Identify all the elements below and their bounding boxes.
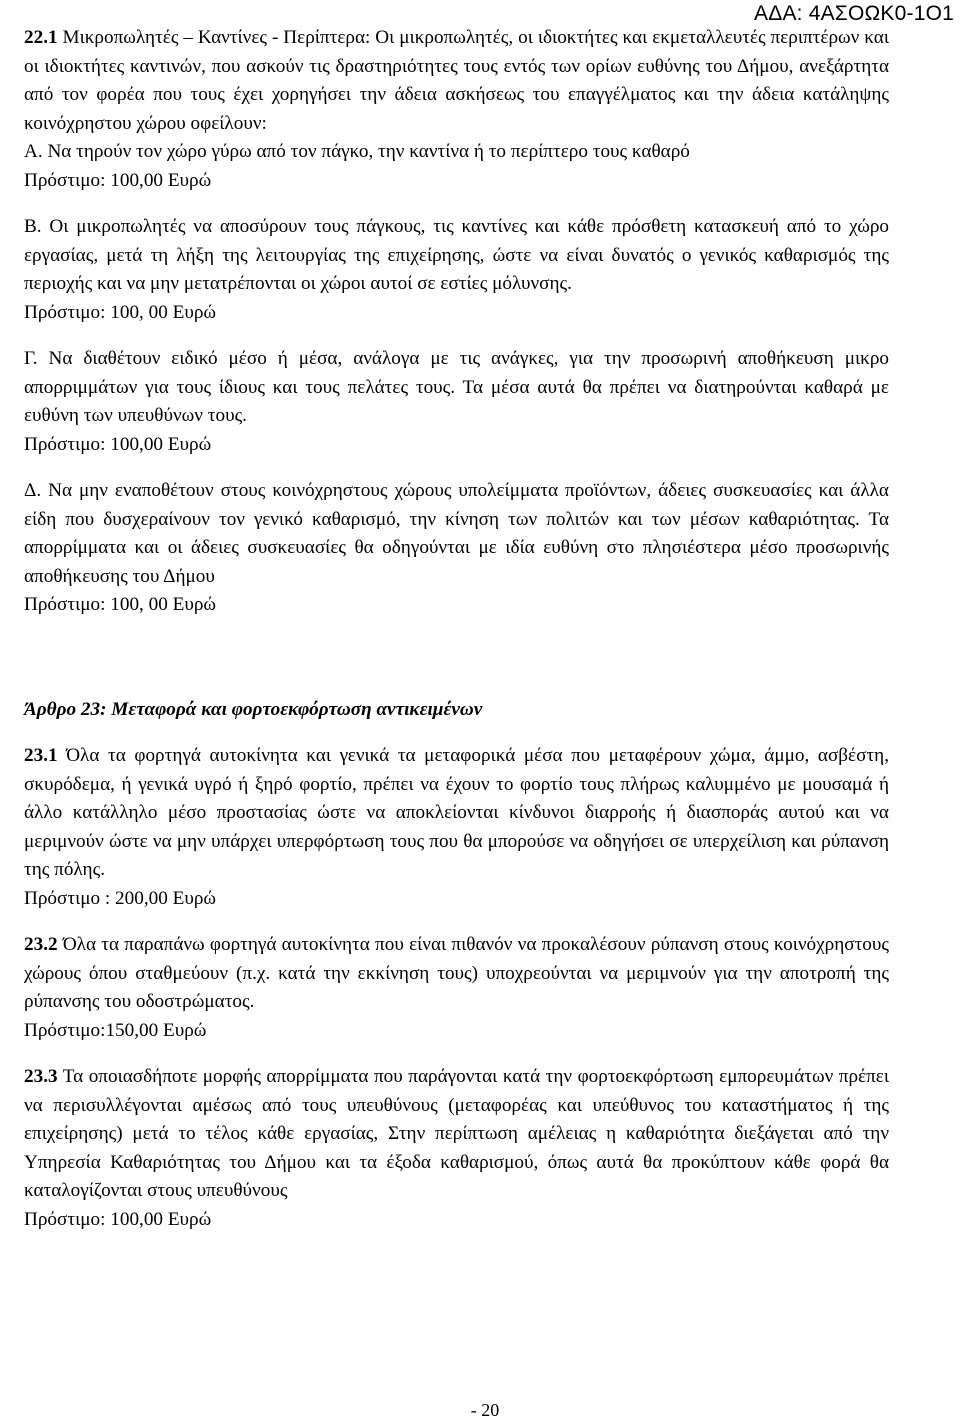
paragraph-23-1 <box>24 742 889 885</box>
fine-c: Πρόστιμο: 100,00 Ευρώ <box>24 433 212 455</box>
item-c: Γ. Να διαθέτουν ειδικό μέσο ή μέσα, ανάλογα με τις ανάγκες, για την προσωρινή αποθήκευση μικρο απορριμμάτων για τους ίδιους και τους πελάτες τους. Τα μέσα αυτά θα πρέπει να διατηρούνται καθαρά με ευθύνη των υπευθύνων τους. <box>24 348 889 426</box>
paragraph-22-1 <box>24 24 889 138</box>
fine-b: Πρόστιμο: 100, 00 Ευρώ <box>24 301 217 323</box>
item-b: Β. Οι μικροπωλητές να αποσύρουν τους πάγκους, τις καντίνες και κάθε πρόσθετη κατασκευή από το χώρο εργασίας, μετά τη λήξη της λειτουργίας της επιχείρησης, ώστε να είναι δυνατός ο γενικός καθαρισμός της περιοχής και να μην μετατρέπονται οι χώροι αυτοί σε εστίες μόλυνσης. <box>24 216 889 294</box>
paragraph-text: Όλα τα φορτηγά αυτοκίνητα και γενικά τα μεταφορικά μέσα που μεταφέρουν χώμα, άμμο, ασβέστη, σκυρόδεμα, ή γενικά υγρό ή ξηρό φορτίο, πρέπει να έχουν το φορτίο τους πλήρως καλυμμένο με μουσαμά ή άλλο κατάλληλο μέσο προστασίας ώστε να αποκλείονται κίνδυνοι διαρροής ή διασποράς αυτού και να μεριμνούν ώστε να μην υπάρχει υπερφόρτωση τους που θα μπορούσε να οδηγήσει σε υπερχείλιση και ρύπανση της πόλης. <box>24 745 889 880</box>
fine-23-2: Πρόστιμο:150,00 Ευρώ <box>24 1019 207 1041</box>
ada-code: ΑΔΑ: 4ΑΣΟΩΚ0-1Ο1 <box>754 2 954 25</box>
section-number: 23.1 <box>24 745 58 766</box>
section-number: 23.2 <box>24 934 58 955</box>
fine-a: Πρόστιμο: 100,00 Ευρώ <box>24 169 212 191</box>
fine-23-3: Πρόστιμο: 100,00 Ευρώ <box>24 1208 212 1230</box>
fine-d: Πρόστιμο: 100, 00 Ευρώ <box>24 594 217 615</box>
paragraph-text: Όλα τα παραπάνω φορτηγά αυτοκίνητα που είναι πιθανόν να προκαλέσουν ρύπανση στους κοινόχρηστους χώρους όπου σταθμεύουν (π.χ. κατά την εκκίνηση τους) υποχρεούνται να μεριμνούν για την αποτροπή της ρύπανσης του οδοστρώματος. <box>24 934 889 1012</box>
item-a: Α. Να τηρούν τον χώρο γύρω από τον πάγκο, την καντίνα ή το περίπτερο τους καθαρό <box>24 141 690 162</box>
fine-23-1: Πρόστιμο : 200,00 Ευρώ <box>24 887 217 909</box>
paragraph-text: Μικροπωλητές – Καντίνες - Περίπτερα: Οι μικροπωλητές, οι ιδιοκτήτες και εκμεταλλευτές περιπτέρων και οι ιδιοκτήτες καντινών, που ασκούν τις δραστηριότητες τους εντός των ορίων ευθύνης του Δήμου, ανεξάρτητα από τον φορέα που τους έχει χορηγήσει την άδεια ασκήσεως του επαγγέλματος και την άδεια κατάληψης κοινόχρηστου χώρου οφείλουν: <box>24 27 889 134</box>
section-number: 23.3 <box>24 1066 58 1087</box>
page-number: - 20 <box>470 1400 500 1420</box>
paragraph-text: Τα οποιασδήποτε μορφής απορρίμματα που παράγονται κατά την φορτοεκφόρτωση εμπορευμάτων πρέπει να περισυλλέγονται αμέσως από τους υπευθύνους (μεταφορέας και υπεύθυνος του καταστήματος ή της επιχείρησης) μετά το τέλος κάθε εργασίας, Στην περίπτωση αμέλειας η καθαριότητα διεξάγεται από την Υπηρεσία Καθαριότητας του Δήμου και τα έξοδα καθαρισμού, όπως αυτά θα προκύπτουν κάθε φορά θα καταλογίζονται στους υπευθύνους <box>24 1066 889 1201</box>
section-number: 22.1 <box>24 27 58 48</box>
article-23-title: Άρθρο 23: Μεταφορά και φορτοεκφόρτωση αντικειμένων <box>24 698 483 720</box>
document-body <box>24 24 889 1234</box>
paragraph-23-2 <box>24 931 889 1017</box>
paragraph-23-3 <box>24 1063 889 1206</box>
item-d: Δ. Να μην εναποθέτουν στους κοινόχρηστους χώρους υπολείμματα προϊόντων, άδειες συσκευασίες και άλλα είδη που δυσχεραίνουν τον γενικό καθαρισμό, την κίνηση των πολιτών και των μέσων καθαριότητας. Τα απορρίμματα και οι άδειες συσκευασίες θα οδηγούνται με ιδία ευθύνη στο πλησιέστερα μέσο προσωρινής αποθήκευσης του Δήμου <box>24 480 889 587</box>
